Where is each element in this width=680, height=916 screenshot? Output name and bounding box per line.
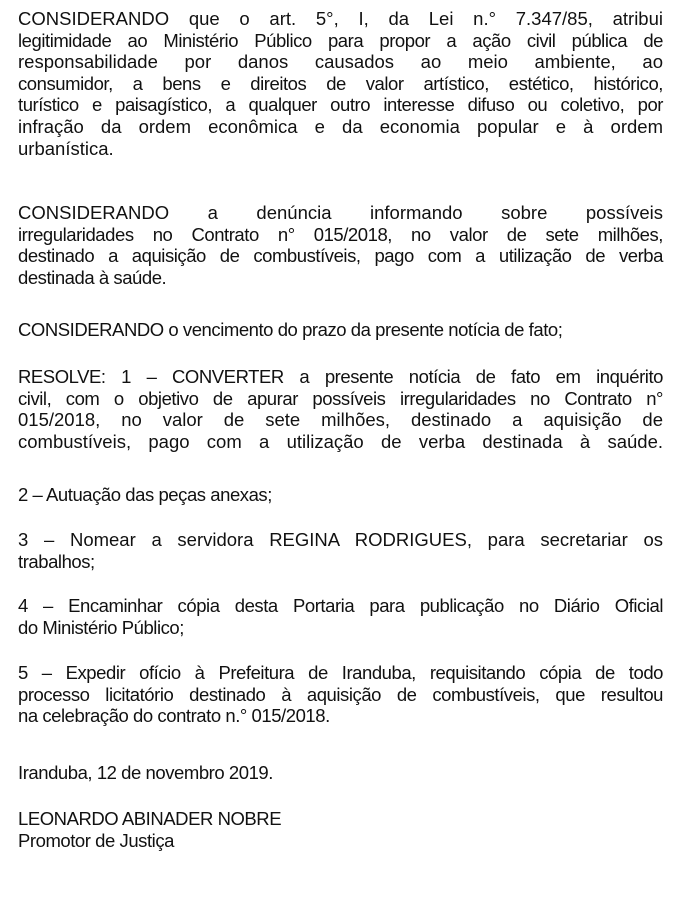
paragraph-item-3 [18,529,663,572]
text-line: turístico e paisagístico, a qualquer outro interesse difuso ou coletivo, por [18,94,663,116]
text-line: consumidor, a bens e direitos de valor artístico, estético, histórico, [18,72,663,94]
text-line: legitimidade ao Ministério Público para propor a ação civil pública de [18,29,663,51]
signatory-title: Promotor de Justiça [18,829,174,851]
text-line: infração da ordem econômica e da economia popular e à ordem [18,115,663,137]
text-line: 3 – Nomear a servidora REGINA RODRIGUES, para secretariar os [18,529,663,550]
text-line: trabalhos; [18,550,95,572]
text-line: irregularidades no Contrato n° 015/2018, no valor de sete milhões, [18,223,663,245]
text-line: destinada à saúde. [18,266,167,288]
text-line: destinado a aquisição de combustíveis, pago com a utilização de verba [18,245,663,267]
text-line: 4 – Encaminhar cópia desta Portaria para publicação no Diário Oficial [18,595,663,616]
text-line: na celebração do contrato n.° 015/2018. [18,705,330,727]
paragraph-item-2 [18,484,663,506]
text-line: CONSIDERANDO que o art. 5°, I, da Lei n.° 7.347/85, atribui [18,8,663,29]
text-line: CONSIDERANDO a denúncia informando sobre possíveis [18,202,663,223]
text-line: responsabilidade por danos causados ao meio ambiente, ao [18,51,663,73]
text-line: combustíveis, pago com a utilização de verba destinada à saúde. [18,430,663,452]
paragraph-resolve-1 [18,366,663,452]
text-line: 5 – Expedir ofício à Prefeitura de Iranduba, requisitando cópia de todo [18,662,663,683]
place-date-text: Iranduba, 12 de novembro 2019. [18,762,273,783]
paragraph-item-5 [18,662,663,727]
text-line: CONSIDERANDO o vencimento do prazo da presente notícia de fato; [18,319,563,340]
text-line: processo licitatório destinado à aquisição de combustíveis, que resultou [18,683,663,705]
place-date [18,762,663,784]
signatory-name: LEONARDO ABINADER NOBRE [18,808,282,829]
paragraph-considerando-1 [18,8,663,159]
paragraph-considerando-3 [18,319,663,341]
text-line: RESOLVE: 1 – CONVERTER a presente notícia de fato em inquérito [18,366,663,387]
paragraph-item-4 [18,595,663,638]
text-line: urbanística. [18,137,114,159]
text-line: 2 – Autuação das peças anexas; [18,484,272,505]
text-line: do Ministério Público; [18,616,184,638]
text-line: 015/2018, no valor de sete milhões, destinado a aquisição de [18,409,663,431]
paragraph-considerando-2 [18,202,663,288]
signature-block [18,808,663,851]
text-line: civil, com o objetivo de apurar possíveis irregularidades no Contrato n° [18,387,663,409]
